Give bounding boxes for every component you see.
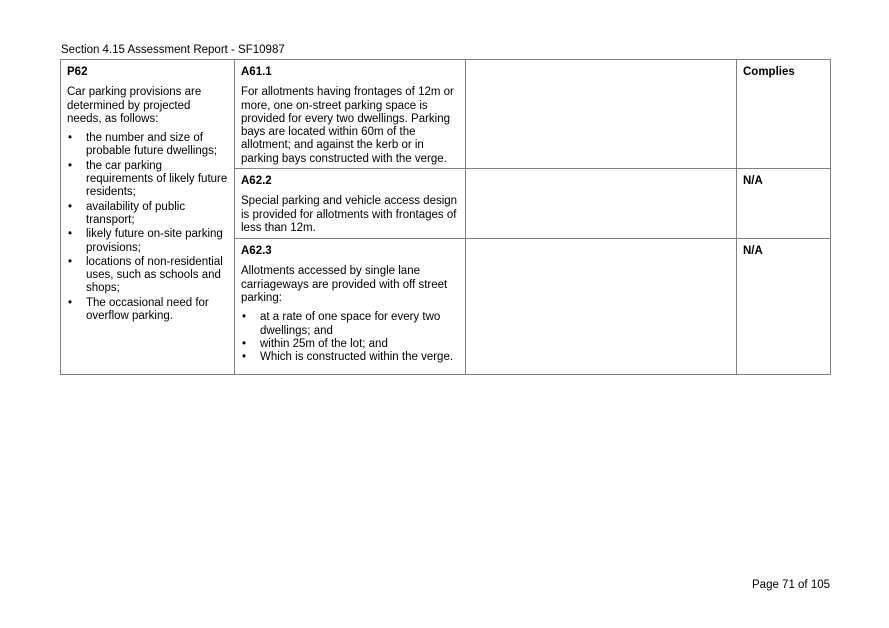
assessment-table <box>60 59 831 375</box>
performance-bullet-list <box>67 132 228 323</box>
comment-cell <box>466 60 737 169</box>
acceptable-solution-cell <box>235 60 466 169</box>
performance-intro: Car parking provisions are determined by projected needs, as follows: <box>67 86 202 125</box>
solution-code: A62.2 <box>241 175 272 188</box>
solution-code: A62.3 <box>241 245 272 258</box>
solution-code: A61.1 <box>241 66 272 78</box>
status-cell <box>737 60 831 169</box>
performance-criteria-cell <box>61 60 235 375</box>
status-cell <box>737 239 831 375</box>
list-item: • likely future on-site parking provisions; <box>67 228 228 255</box>
list-item: • locations of non-residential uses, such as schools and shops; <box>67 256 228 296</box>
comment-cell <box>466 169 737 239</box>
comment-cell <box>466 239 737 375</box>
list-item: • the number and size of probable future dwellings; <box>67 132 228 159</box>
list-item: • within 25m of the lot; and <box>241 338 459 351</box>
list-item: • Which is constructed within the verge. <box>241 351 459 364</box>
acceptable-solution-cell <box>235 239 466 375</box>
solution-text: Allotments accessed by single lane carriageways are provided with off street parking: <box>241 265 448 304</box>
page-header: Section 4.15 Assessment Report - SF10987 <box>61 44 285 56</box>
status-text: N/A <box>743 175 763 188</box>
performance-code: P62 <box>67 66 88 78</box>
status-text: N/A <box>743 245 763 258</box>
list-item: • at a rate of one space for every two dwellings; and <box>241 311 459 338</box>
list-item: • the car parking requirements of likely future residents; <box>67 160 228 200</box>
solution-text: For allotments having frontages of 12m or more, one on-street parking space is provided for every two dwellings. Parking bays are located within 60m of the allotment; and against the kerb or in parking bays constructed with the verge. <box>241 86 454 165</box>
solution-bullet-list <box>241 311 459 364</box>
status-cell <box>737 169 831 239</box>
list-item: • availability of public transport; <box>67 201 228 228</box>
acceptable-solution-cell <box>235 169 466 239</box>
page-number: Page 71 of 105 <box>752 579 831 591</box>
table-row <box>61 60 831 169</box>
list-item: • The occasional need for overflow parking. <box>67 297 228 324</box>
solution-text: Special parking and vehicle access design is provided for allotments with frontages of less than 12m. <box>241 195 458 234</box>
status-text: Complies <box>743 66 795 78</box>
